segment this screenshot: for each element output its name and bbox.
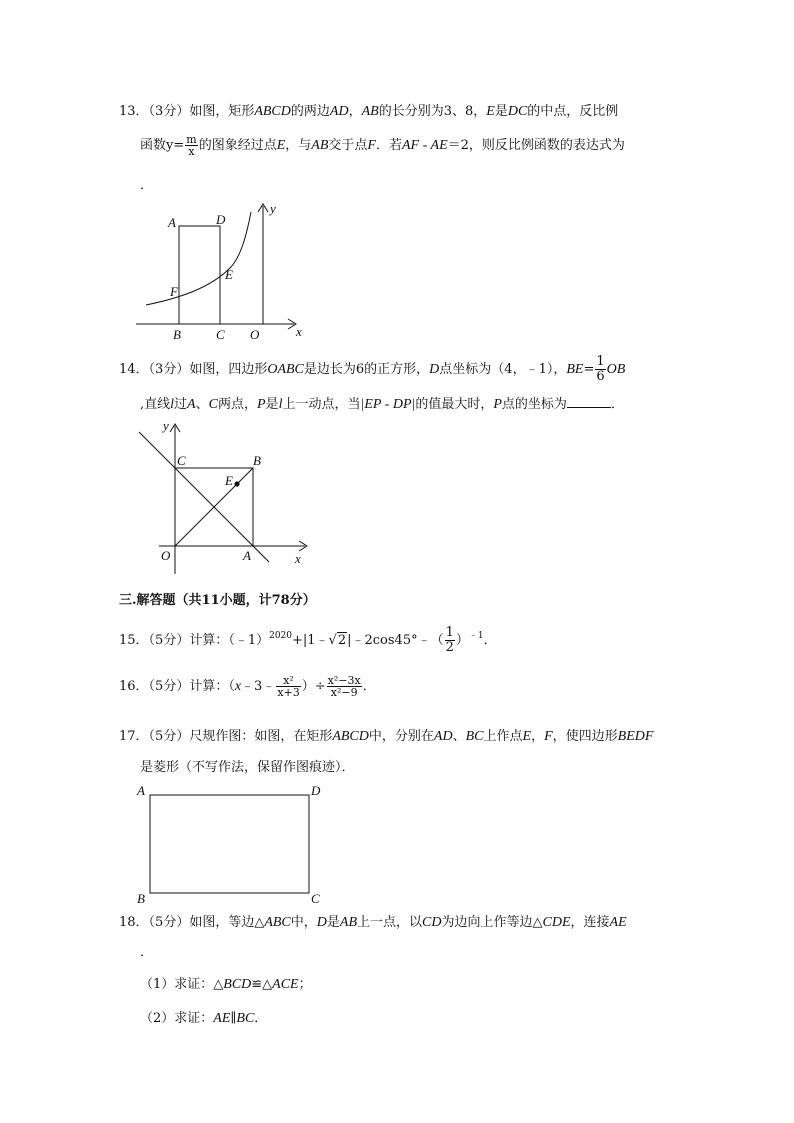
q18-line1: 18．（5分）如图，等边△ABC中，D是AB上一点，以CD为边向上作等边△CDE，连接AE: [119, 915, 627, 930]
q18-sub1: （1）求证：△BCD≌△ACE；: [140, 977, 312, 992]
fraction-m-over-x: $\frac{m}{x}$: [186, 133, 197, 158]
q14-figure: [135, 418, 315, 580]
q17-label-D: D: [311, 783, 321, 798]
section-heading: 三.解答题（共11小题，计78分）: [119, 593, 316, 608]
q13-rectangle: [179, 226, 220, 324]
q13-label-A: A: [168, 215, 176, 230]
fraction-divisor: $\frac{\text{x²−3x}}{\text{x²−9}}$: [327, 674, 361, 699]
q13-figure: [130, 198, 310, 344]
q13-label-C: C: [216, 327, 225, 342]
q17-figure: [134, 782, 334, 906]
q14-label-E: E: [225, 473, 233, 488]
q18-sub2: （2）求证：AE∥BC．: [140, 1011, 268, 1026]
q13-label-B: B: [173, 327, 181, 342]
q13-label-y: y: [270, 201, 276, 216]
q13-label-D: D: [216, 212, 226, 227]
q17-line1: 17．（5分）尺规作图：如图，在矩形ABCD中，分别在AD、BC上作点E，F，使四边形BEDF: [119, 729, 654, 744]
q13-line1: 13．（3分）如图，矩形ABCD的两边AD，AB的长分别为3、8，E是DC的中点，反比例: [119, 104, 619, 119]
q18-line2: ．: [140, 945, 154, 960]
q14-point-E: [234, 481, 239, 486]
q14-line2: ,直线l过A、C两点，P是l上一动点，当|EP - DP|的值最大时，P点的坐标为 ．: [140, 397, 624, 412]
q17-line2: 是菱形（不写作法，保留作图痕迹）．: [140, 760, 355, 775]
q17-label-C: C: [311, 891, 320, 906]
q14-label-O: O: [161, 548, 171, 563]
fraction-x2-over-x-plus-3: $\frac{\text{x²}}{x+3}$: [277, 674, 300, 699]
q17-rectangle: [150, 795, 309, 893]
q13-label-E: E: [225, 267, 233, 282]
q13-label-O: O: [250, 327, 260, 342]
fraction-one-sixth: $\frac{1}{6}$: [596, 354, 605, 384]
q14-label-y: y: [163, 418, 169, 433]
q17-label-A: A: [137, 783, 145, 798]
q15-line: 15．（5分）计算：（﹣1）$^{2020}$+|1﹣√2|﹣2cos45°﹣（ $\frac{1}{2}$ ）$^{﹣1}$．: [119, 625, 497, 655]
q13-label-x: x: [296, 324, 302, 339]
fraction-one-half: $\frac{1}{2}$: [445, 625, 454, 655]
q13-line3: ．: [140, 178, 154, 193]
q14-label-B: B: [253, 453, 261, 468]
q17-label-B: B: [137, 891, 145, 906]
q14-line-l: [139, 432, 269, 562]
q14-label-x: x: [295, 551, 301, 566]
q14-label-C: C: [177, 453, 186, 468]
answer-blank: [567, 395, 611, 408]
q13-line2: 函数y= $\frac{m}{x}$ 的图象经过点E，与AB交于点F．若AF - AE＝2，则反比例函数的表达式为: [140, 133, 625, 158]
q13-label-F: F: [170, 284, 178, 299]
q16-line: 16．（5分）计算：（x﹣3﹣ $\frac{\text{x²}}{x+3}$ ）÷ $\frac{\text{x²−3x}}{\text{x²−9}}$ ．: [119, 674, 376, 699]
q14-label-A: A: [243, 548, 251, 563]
q14-line1: 14．（3分）如图，四边形OABC是边长为6的正方形，D点坐标为（4，﹣1），BE= $\frac{1}{6}$ OB: [119, 354, 626, 384]
